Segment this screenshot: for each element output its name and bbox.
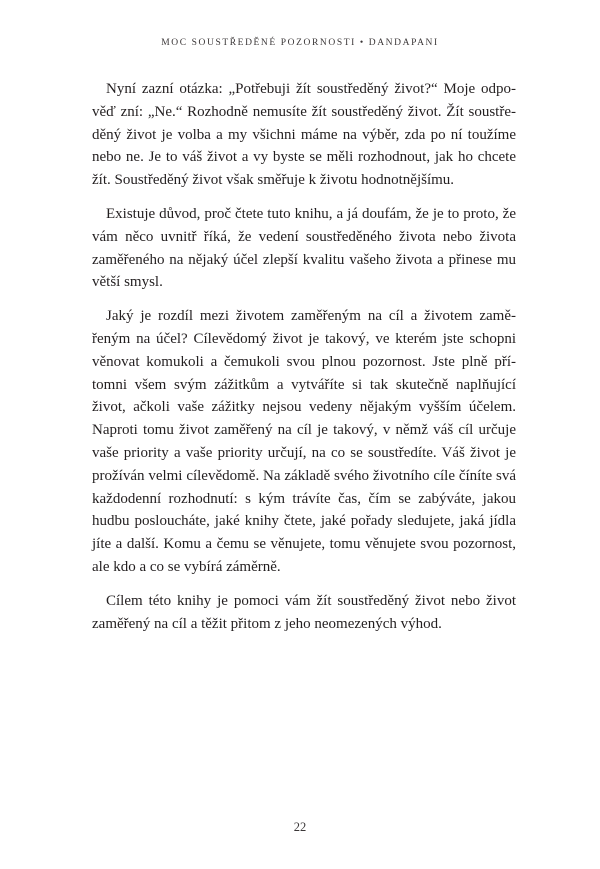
paragraph: Jaký je rozdíl mezi životem zaměřeným na cíl a životem zaměřeným na účel? Cílevědomý život je takový, ve kterém jste schopni věnovat komukoli a čemukoli svou plnou pozornost. Jste plně přítomni všem svým zážitkům a vytváříte si tak skutečně naplňující život, ačkoli vaše zážitky nejsou vedeny nějakým vyšším účelem. Naproti tomu život zaměřený na cíl je takový, v němž váš cíl určuje vaše priority a vaše priority určují, na co se soustředíte. Váš život je prožíván velmi cílevědomě. Na základě svého životního cíle číníte svá každodenní rozhodnutí: s kým trávíte čas, čím se zabýváte, jakou hudbu posloucháte, jaké knihy čtete, jaké pořady sledujete, jaká jídla jíte a další. Komu a čemu se věnujete, tomu věnujete svou pozornost, ale kdo a co se vybírá záměrně. bbox=[92, 308, 516, 575]
paragraph: Existuje důvod, proč čtete tuto knihu, a já doufám, že je to proto, že vám něco uvnitř říká, že vedení soustředěného života nebo života zaměřeného na nějaký účel zlepší kvalitu vašeho života a přinese mu větší smysl. bbox=[92, 205, 516, 291]
body-text bbox=[92, 78, 516, 646]
paragraph: Cílem této knihy je pomoci vám žít soustředěný život nebo život zaměřený na cíl a těžit přitom z jeho neomezených výhod. bbox=[92, 592, 516, 632]
page-number: 22 bbox=[293, 820, 307, 834]
paragraph: Nyní zazní otázka: „Potřebuji žít soustředěný život?“ Moje odpověď zní: „Ne.“ Rozhodně nemusíte žít soustředěný život. Žít soustředěný život je volba a my všichni máme na výběr, zda po ní toužíme nebo ne. Je to váš život a vy byste se měli rozhodnout, jak ho chcete žít. Soustředěný život však směřuje k životu hodnotnějšímu. bbox=[92, 81, 516, 189]
running-head: MOC SOUSTŘEDĚNÉ POZORNOSTI • DANDAPANI bbox=[161, 38, 439, 48]
